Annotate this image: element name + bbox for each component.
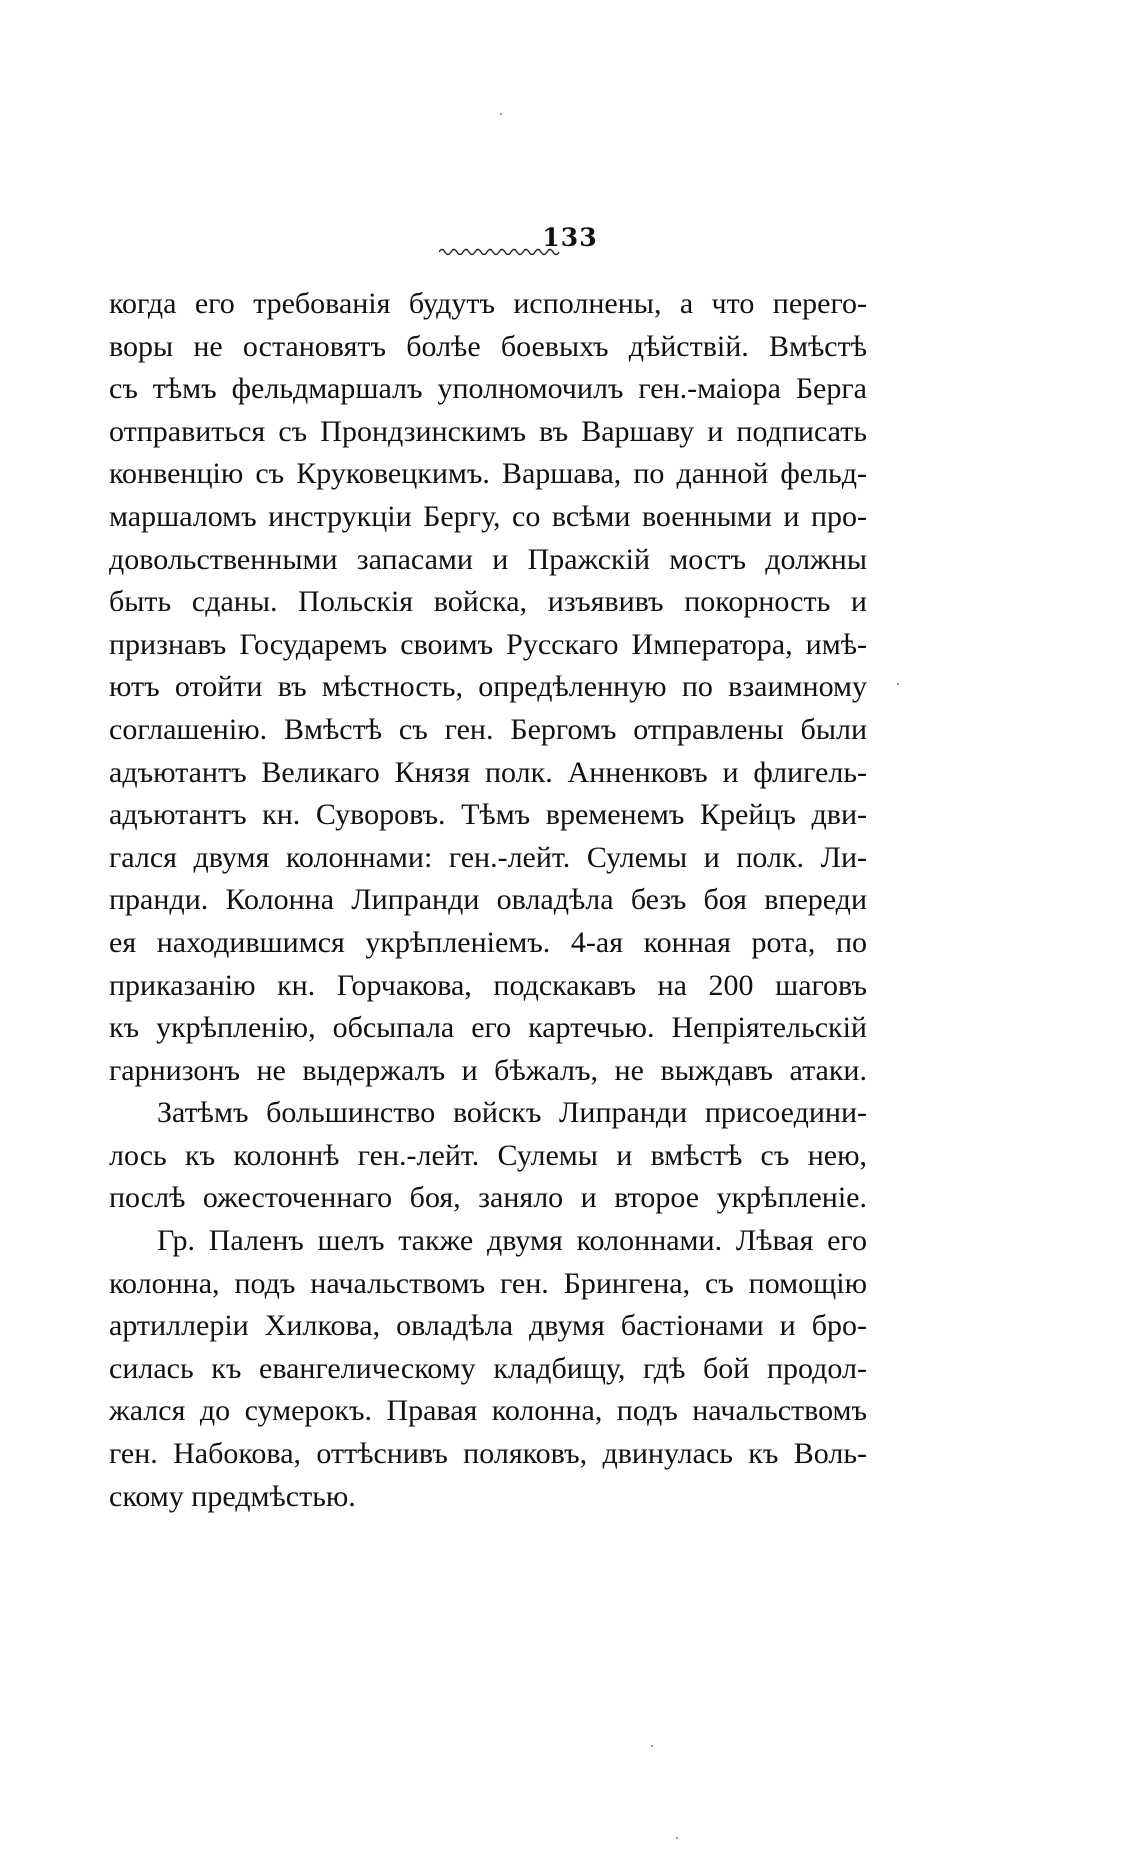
- text-line: ген. Набокова, оттѣснивъ поляковъ, двинулась къ Воль-: [109, 1437, 867, 1471]
- text-line: воры не остановятъ болѣе боевыхъ дѣйствій. Вмѣстѣ: [109, 329, 867, 363]
- text-line: къ укрѣпленію, обсыпала его картечью. Непріятельскій: [109, 1011, 867, 1045]
- text-line: скому предмѣстью.: [109, 1479, 356, 1513]
- wavy-rule-ornament: [439, 246, 561, 258]
- text-line: маршаломъ инструкціи Бергу, со всѣми военными и про-: [109, 499, 867, 533]
- text-line: адъютантъ Великаго Князя полк. Анненковъ и флигель-: [109, 755, 867, 789]
- text-line: конвенцію съ Круковецкимъ. Варшава, по данной фельд-: [109, 457, 867, 491]
- text-line: соглашенію. Вмѣстѣ съ ген. Бергомъ отправлены были: [109, 712, 867, 746]
- text-line: Гр. Паленъ шелъ также двумя колоннами. Лѣвая его: [157, 1224, 867, 1258]
- text-line: Затѣмъ большинство войскъ Липранди присоедини-: [157, 1096, 867, 1130]
- text-line: жался до сумерокъ. Правая колонна, подъ начальствомъ: [109, 1394, 867, 1428]
- text-line: гался двумя колоннами: ген.-лейт. Сулемы и полк. Ли-: [109, 840, 867, 874]
- text-line: довольственными запасами и Пражскій мостъ должны: [109, 542, 867, 576]
- body-text: [109, 283, 867, 1518]
- text-line: ея находившимся укрѣпленіемъ. 4-ая конная рота, по: [109, 925, 867, 959]
- text-line: силась къ евангелическому кладбищу, гдѣ бой продол-: [109, 1351, 867, 1385]
- page-number: 133: [542, 223, 598, 252]
- text-line: когда его требованія будутъ исполнены, а что перего-: [109, 287, 867, 320]
- text-line: приказанію кн. Горчакова, подскакавъ на 200 шаговъ: [109, 968, 867, 1002]
- text-line: послѣ ожесточеннаго боя, заняло и второе укрѣпленіе.: [109, 1181, 867, 1215]
- page-speck: [651, 1745, 653, 1747]
- text-line: отправиться съ Прондзинскимъ въ Варшаву и подписать: [109, 414, 867, 448]
- page-speck: [897, 683, 899, 685]
- page-speck: [676, 1837, 678, 1839]
- text-line: признавъ Государемъ своимъ Русскаго Императора, имѣ-: [109, 627, 867, 661]
- text-line: пранди. Колонна Липранди овладѣла безъ боя впереди: [109, 883, 867, 917]
- text-line: лось къ колоннѣ ген.-лейт. Сулемы и вмѣстѣ съ нею,: [109, 1138, 867, 1172]
- text-line: быть сданы. Польскія войска, изъявивъ покорность и: [109, 585, 867, 619]
- text-line: колонна, подъ начальствомъ ген. Брингена, съ помощію: [109, 1266, 867, 1300]
- text-line: ютъ отойти въ мѣстность, опредѣленную по взаимному: [109, 670, 867, 704]
- text-line: гарнизонъ не выдержалъ и бѣжалъ, не выждавъ атаки.: [109, 1053, 867, 1087]
- page-speck: [500, 113, 502, 115]
- text-line: артиллеріи Хилкова, овладѣла двумя бастіонами и бро-: [109, 1309, 867, 1343]
- text-line: адъютантъ кн. Суворовъ. Тѣмъ временемъ Крейцъ дви-: [109, 798, 867, 832]
- text-line: съ тѣмъ фельдмаршалъ уполномочилъ ген.-маіора Берга: [109, 372, 867, 406]
